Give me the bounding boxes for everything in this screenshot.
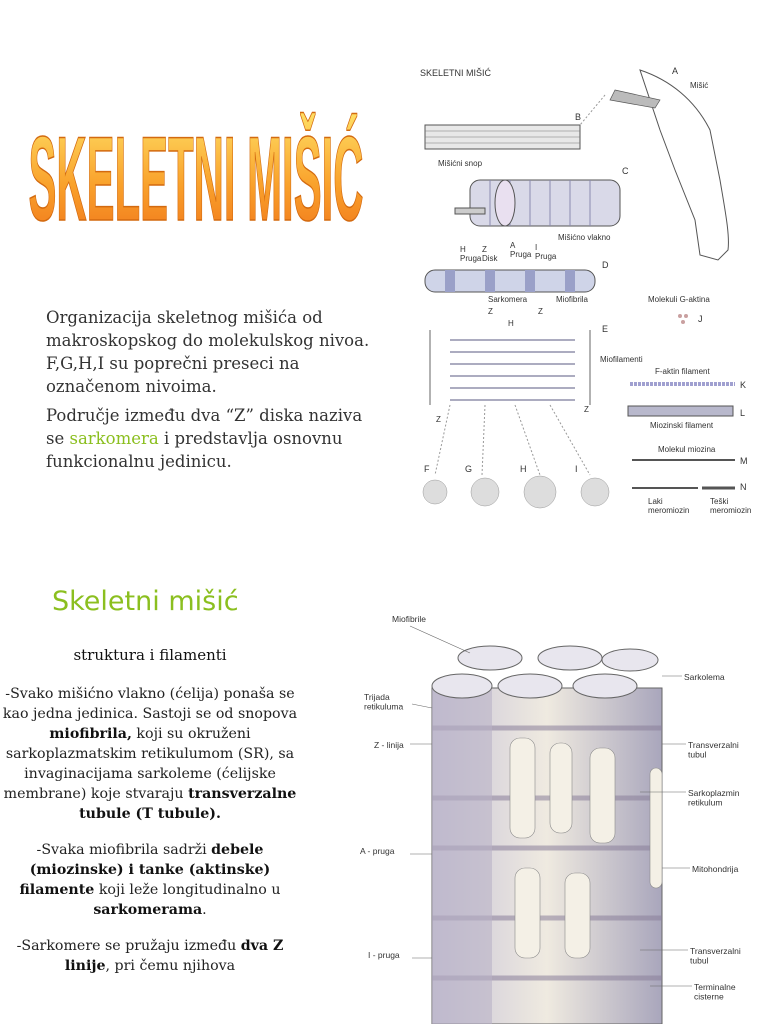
label-teski: Teški meromiozin <box>710 497 752 515</box>
label-i-pruga: I Pruga <box>535 243 557 261</box>
label-i-pruga-2: I - pruga <box>368 950 400 960</box>
slide-2 <box>0 548 768 1024</box>
figure-heading: SKELETNI MIŠIĆ <box>420 68 492 78</box>
label-z-disk: Z Disk <box>482 245 498 263</box>
paragraph-organization: Organizacija skeletnog mišića od makroskopskog do molekulskog nivoa. F,G,H,I su poprečni preseci na označenom nivoima. <box>46 308 370 396</box>
label-molekul-miozina: Molekul miozina <box>658 445 716 454</box>
label-terminalne: Terminalne cisterne <box>694 982 736 1002</box>
label-z-bottom-right: Z <box>584 405 589 414</box>
label-i: I <box>575 464 578 474</box>
label-miofibrile: Miofibrile <box>392 614 427 624</box>
label-z-left: Z <box>488 307 493 316</box>
label-a: A <box>672 66 679 76</box>
label-mitohondrija: Mitohondrija <box>692 864 739 874</box>
slide2-title: Skeletni mišić <box>52 586 239 617</box>
title-wordart <box>24 90 369 240</box>
label-a-pruga: A Pruga <box>510 241 532 259</box>
label-m: M <box>740 456 748 466</box>
label-g-aktina: Molekuli G-aktina <box>648 295 710 304</box>
label-c: C <box>622 166 629 176</box>
label-g: G <box>465 464 473 474</box>
label-misic: Mišić <box>690 81 709 90</box>
label-h-pruga: H Pruga <box>460 245 482 263</box>
paragraph-fiber: -Svako mišićno vlakno (ćelija) ponaša se kao jedna jedinica. Sastoji se od snopova miofibrila, koji su okruženi sarkoplazmatskim retikulumom (SR), sa invaginacijama sarkoleme (ćelijske membrane) koje stvaraju transverzalne tubule (T tubule). <box>2 686 298 822</box>
label-h: H <box>508 319 514 328</box>
label-b: B <box>575 112 582 122</box>
paragraph-sarcomere-span: -Sarkomere se pružaju između dva Z linije, pri čemu njihova <box>16 938 284 974</box>
label-z-linija: Z - linija <box>374 740 404 750</box>
label-l: L <box>740 408 746 418</box>
label-transverzalni-tubul: Transverzalni tubul <box>688 740 739 760</box>
paragraph-myofibril: -Svaka miofibrila sadrži debele (miozinske) i tanke (aktinske) filamente koji leže longitudinalno u sarkomerama. <box>19 842 281 918</box>
paragraph-sarcomere: Područje između dva “Z” diska naziva se sarkomera i predstavlja osnovnu funkcionalnu jedinicu. <box>46 406 363 471</box>
slide1-text <box>46 306 376 479</box>
slide-title: SKELETNI MIŠIĆ <box>28 111 364 240</box>
label-n: N <box>740 482 747 492</box>
label-snop: Mišićni snop <box>438 159 483 168</box>
label-h-section: H <box>520 464 527 474</box>
sarkomera-highlight: sarkomera <box>69 429 159 448</box>
label-f: F <box>424 464 430 474</box>
label-z-bottom-left: Z <box>436 415 441 424</box>
label-laki: Laki meromiozin <box>648 497 690 515</box>
label-miofilamenti: Miofilamenti <box>600 355 643 364</box>
muscle-fiber-3d-figure <box>350 608 768 1024</box>
label-j: J <box>698 314 703 324</box>
label-miozinski: Miozinski filament <box>650 421 714 430</box>
label-sarkomera: Sarkomera <box>488 295 528 304</box>
muscle-hierarchy-figure <box>410 60 760 530</box>
label-trijada: Trijada retikuluma <box>364 692 404 712</box>
label-k: K <box>740 380 747 390</box>
label-vlakno: Mišićno vlakno <box>558 233 611 242</box>
label-d: D <box>602 260 609 270</box>
label-sarkoplazmin: Sarkoplazmin retikulum <box>688 788 740 808</box>
label-miofibrila: Miofibrila <box>556 295 589 304</box>
label-e: E <box>602 324 609 334</box>
slide2-subtitle: struktura i filamenti <box>73 646 227 664</box>
slide2-body <box>0 684 300 992</box>
label-z-right: Z <box>538 307 543 316</box>
label-sarkolema: Sarkolema <box>684 672 725 682</box>
label-f-aktin: F-aktin filament <box>655 367 710 376</box>
label-a-pruga-2: A - pruga <box>360 846 395 856</box>
label-transverzalni-tubul-2: Transverzalni tubul <box>690 946 741 966</box>
